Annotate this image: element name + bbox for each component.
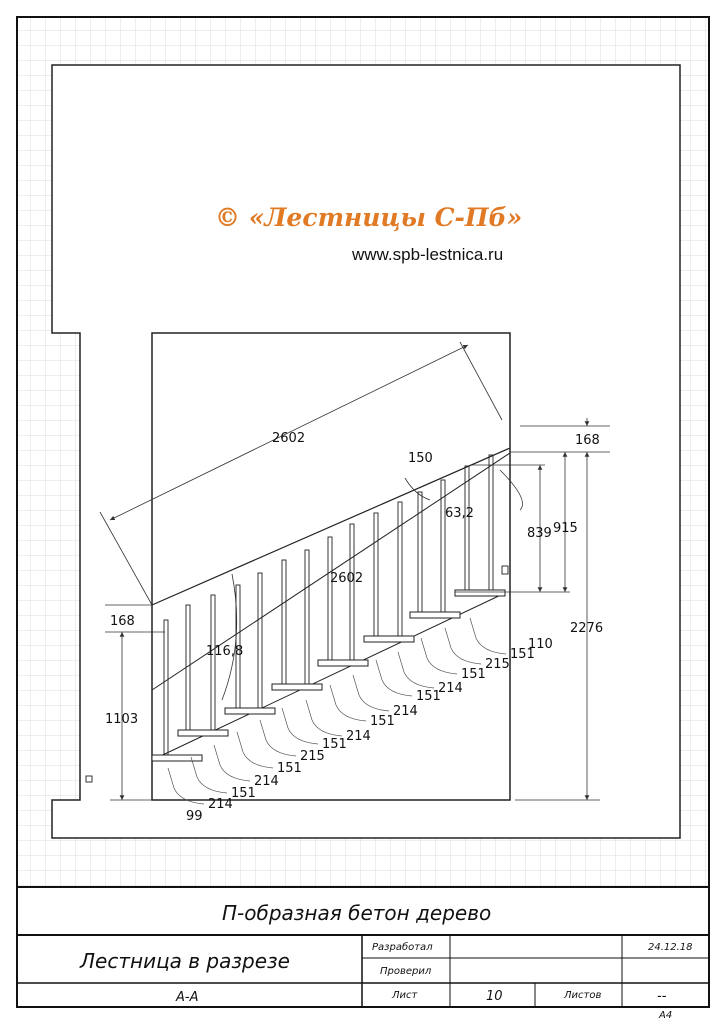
- brand-watermark: © «Лестницы С-Пб»: [215, 203, 523, 232]
- dim-top-offset-right: 168: [575, 433, 600, 448]
- tread-dimension: 214: [254, 774, 279, 789]
- paper-format: А4: [659, 1010, 673, 1021]
- section-label: А-А: [176, 990, 199, 1005]
- dim-handrail-angle: 63,2: [445, 506, 474, 521]
- tread-dimension: 215: [300, 749, 325, 764]
- tread-dimension: 151: [370, 714, 395, 729]
- step-plate: [410, 612, 460, 618]
- tread-dimension: 214: [438, 681, 463, 696]
- dim-post-spacing: 150: [408, 451, 433, 466]
- developed-label: Разработал: [372, 942, 433, 953]
- project-title: П-образная бетон дерево: [222, 901, 492, 925]
- dim-top-offset-left: 168: [110, 614, 135, 629]
- tread-dimension: 151: [277, 761, 302, 776]
- date-value: 24.12.18: [648, 942, 693, 953]
- tread-dimension: 151: [510, 647, 535, 662]
- drawing-name: Лестница в разрезе: [80, 949, 290, 973]
- dim-last-step: 110: [528, 637, 553, 652]
- step-plate: [318, 660, 368, 666]
- website-watermark: www.spb-lestnica.ru: [352, 245, 504, 264]
- step-plate: [178, 730, 228, 736]
- sheet-number: 10: [486, 989, 503, 1004]
- tread-dimension: 151: [461, 667, 486, 682]
- tread-dimension: 214: [393, 704, 418, 719]
- dim-lower-height: 1103: [105, 712, 139, 727]
- step-plate: [272, 684, 322, 690]
- dim-rail-height-a: 839: [527, 526, 552, 541]
- tread-dimension: 151: [416, 689, 441, 704]
- sheets-label: Листов: [564, 990, 602, 1001]
- sheet-label: Лист: [392, 990, 418, 1001]
- dim-stringer-top: 2602: [272, 431, 306, 446]
- tread-dimension: 215: [485, 657, 510, 672]
- tread-dimension: 214: [346, 729, 371, 744]
- tread-dimension: 151: [322, 737, 347, 752]
- step-plate: [225, 708, 275, 714]
- tread-dimension: 214: [208, 797, 233, 812]
- step-plate: [152, 755, 202, 761]
- step-plate: [364, 636, 414, 642]
- dim-first-step: 99: [186, 809, 203, 824]
- dim-angle-bottom: 116,8: [206, 644, 244, 659]
- dim-stringer-mid: 2602: [330, 571, 364, 586]
- step-plate: [455, 590, 505, 596]
- sheets-total: --: [657, 989, 667, 1004]
- dim-total-height: 2276: [570, 621, 604, 636]
- checked-label: Проверил: [380, 966, 432, 977]
- room-outline: [52, 65, 680, 838]
- dim-rail-height-b: 915: [553, 521, 578, 536]
- tread-dimension: 151: [231, 786, 256, 801]
